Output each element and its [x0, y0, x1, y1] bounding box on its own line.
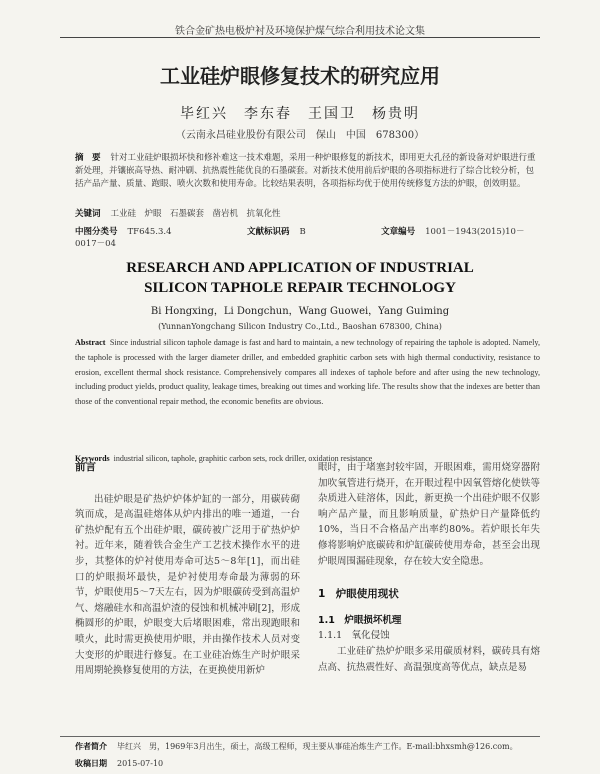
clc-label: 中图分类号 — [75, 227, 118, 237]
footer-received-label: 收稿日期 — [75, 758, 107, 768]
footer-author-note — [75, 741, 540, 752]
keywords-zh — [75, 207, 540, 219]
affiliation-zh: （云南永昌硅业股份有限公司 保山 中国 678300） — [175, 130, 425, 141]
body-left-column — [75, 460, 300, 679]
footer-rule — [60, 736, 540, 737]
authors-en: Bi Hongxing，Li Dongchun，Wang Guowei，Yang Guiming — [150, 306, 450, 317]
running-head: 铁合金矿热电极炉衬及环境保护煤气综合利用技术论文集 — [175, 26, 425, 37]
footer-received-date: 2015-07-10 — [117, 759, 164, 768]
title-en — [0, 258, 600, 298]
doc-code-label: 文献标识码 — [246, 227, 290, 237]
abstract-en — [75, 336, 540, 410]
section-1-title: 1 炉眼使用现状 — [318, 588, 399, 601]
keywords-zh-label: 关键词 — [75, 209, 101, 219]
preface-title: 前言 — [75, 461, 96, 473]
footer-author-label: 作者简介 — [75, 741, 107, 751]
preface-paragraph: 出硅炉眼是矿热炉炉体炉缸的一部分，用碳砖砌筑而成，是高温硅熔体从炉内排出的唯一通道，一台矿热炉配有五个出硅炉眼，碳砖被广泛用于矿热炉炉衬。近年来，随着铁合金生产工艺技术操作水平的进步，其整体的炉衬使用寿命可达5～8年[1]，而出硅口的炉眼损坏最快，是炉衬使用寿命最为薄弱的环节，炉眼使用5～7天左右，因为炉眼碳砖受到高温炉气、熔融硅水和高温炉渣的侵蚀和机械冲刷[2]，形成椭圆形的炉眼，炉眼变大后堵眼困难，常出现跑眼和喷火，此时需更换使用炉眼，并由操作技术人员对变大变形的炉眼进行修复。在工业硅冶炼生产时炉眼采用周期轮换修复使用的方法，在更换使用新炉 — [75, 493, 300, 677]
keywords-en-text: industrial silicon, taphole, graphitic carbon sets, rock driller, oxidation resistance — [113, 454, 373, 463]
article-no-label: 文章编号 — [381, 227, 416, 237]
abstract-zh — [75, 152, 540, 191]
authors-zh: 毕红兴 李东春 王国卫 杨贵明 — [180, 106, 420, 122]
title-en-line-1: RESEARCH AND APPLICATION OF INDUSTRIAL — [126, 260, 474, 276]
abstract-zh-label: 摘 要 — [75, 153, 101, 163]
body-right-column — [318, 460, 540, 675]
title-en-line-2: SILICON TAPHOLE REPAIR TECHNOLOGY — [144, 280, 456, 296]
title-zh: 工业硅炉眼修复技术的研究应用 — [160, 64, 440, 88]
section-1-1-title: 1.1 炉眼损坏机理 — [318, 614, 402, 626]
right-paragraph-1: 眼时，由于堵塞封较牢固，开眼困难，需用烧穿器附加吹氧管进行烧开，在开眼过程中因氧管熔化使铁等杂质进入硅溶体，因此，新更换一个出硅炉眼不仅影响产品产量，而且影响质量，矿热炉日产量降低约10%，当日不合格品产出率约80%。若炉眼长年失修将影响炉底碳砖和炉缸碳砖使用寿命，甚至会出现炉眼周围漏硅现象，存在较大安全隐患。 — [318, 462, 540, 567]
keywords-zh-text: 工业硅 炉眼 石墨碳套 凿岩机 抗氧化性 — [110, 209, 281, 219]
doc-code-value: B — [299, 227, 306, 237]
right-paragraph-2: 工业硅矿热炉炉眼多采用碳质材料，碳砖具有熔点高、抗热震性好、高温强度高等优点，缺点是易 — [318, 645, 540, 673]
keywords-en-label: Keywords — [75, 454, 110, 463]
section-1-1-1-title: 1.1.1 氧化侵蚀 — [318, 630, 390, 642]
footer-received — [75, 758, 540, 769]
abstract-zh-text: 针对工业硅炉眼损坏快和修补难这一技术难题，采用一种炉眼修复的新技术，即用更大孔径的新设备对炉眼进行重新处理，并镶嵌高导热、耐冲刷、抗热震性能优良的石墨碳套。对新技术使用前后炉眼的各项指标进行了综合比较分析，包括产品产量、质量、跑眼、喷火次数和使用寿命。比较结果表明，各项指标均优于使用传统修复方法的炉眼，创效明显。 — [75, 153, 536, 189]
affiliation-en: (YunnanYongchang Silicon Industry Co.,Ltd., Baoshan 678300, China) — [158, 322, 442, 331]
header-rule — [60, 37, 540, 38]
footer-author-text: 毕红兴 男，1969年3月出生，硕士，高级工程师，现主要从事硅冶炼生产工作。E-mail:bhxsmh@126.com。 — [117, 742, 518, 751]
article-no-value: 1001－1943(2015)10－0017－04 — [75, 227, 525, 249]
clc-value: TF645.3.4 — [127, 227, 172, 237]
abstract-en-text: Since industrial silicon taphole damage is fast and hard to maintain, a new technology of repairing the taphole is adopted. Namely, the taphole is processed with the larger diameter driller, and embedded graphitic carbon sets with high thermal conductivity, resistance to erosion, excellent thermal shock resistance. Comprehensively compares all indexes of taphole before and after using the new technology, including product yields, product quality, leakage times, breaking out times and working life. The results show that the indexes are better than those of the conventional repair method, the economic benefits are obvious. — [75, 338, 541, 407]
abstract-en-label: Abstract — [75, 338, 106, 347]
classification-row — [75, 225, 540, 249]
